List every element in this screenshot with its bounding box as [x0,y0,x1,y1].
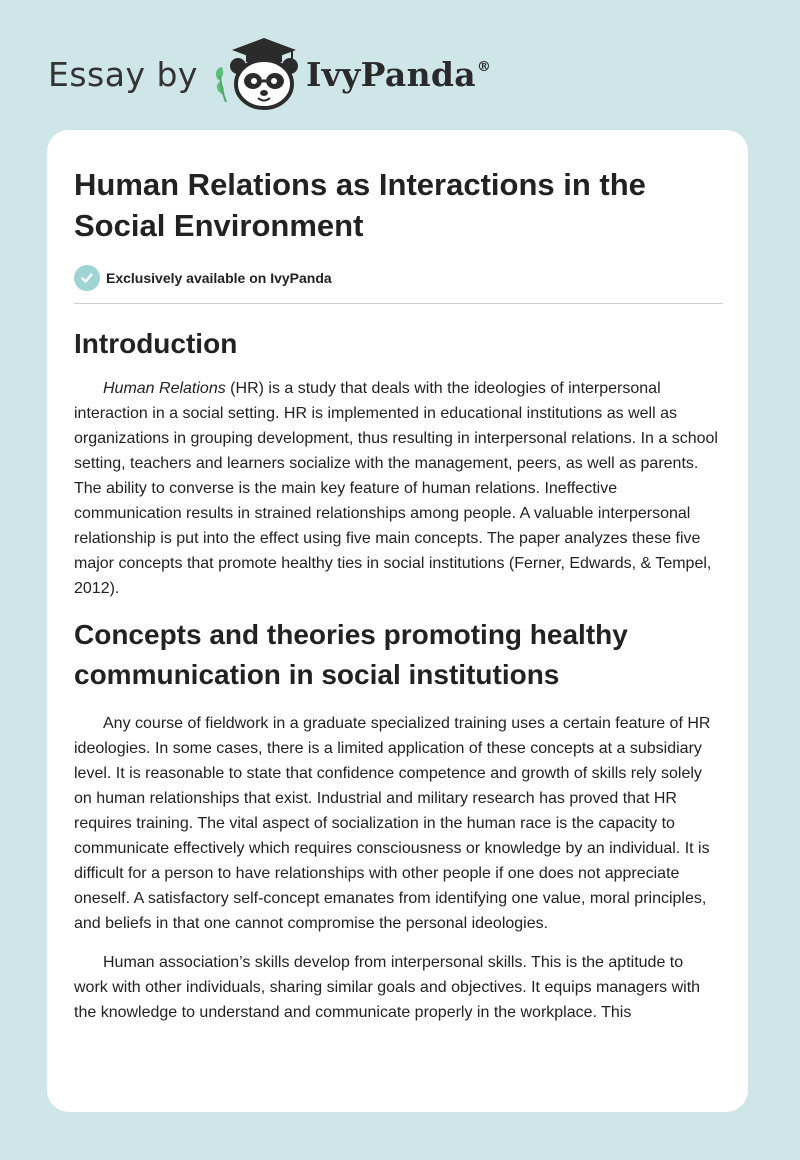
paragraph: Human association’s skills develop from interpersonal skills. This is the aptitude to work with other individuals, sharing similar goals and objectives. It equips managers with the knowledge to understand and communicate properly in the workplace. This [74,954,701,1021]
essay-title: Human Relations as Interactions in the Social Environment [74,167,646,243]
site-header [48,34,491,114]
section-heading-introduction: Introduction [74,328,238,359]
section-heading-concepts: Concepts and theories promoting healthy communication in social institutions [74,619,628,690]
exclusive-label: Exclusively available on IvyPanda [106,270,332,286]
essay-card [47,130,748,1112]
essay-by-label: Essay by [48,54,198,94]
paragraph: Any course of fieldwork in a graduate specialized training uses a certain feature of HR ideologies. In some cases, there is a limited application of these concepts at a subsidiary level. It is reasonable to state that confidence competence and growth of skills rely solely on human relationships that exist. Industrial and military research has proved that HR requires training. The vital aspect of socialization in the human race is the capacity to communicate effectively which requires consciousness or knowledge by an individual. It is difficult for a person to have relationships with other people if one does not appreciate oneself. A satisfactory self-concept emanates from identifying one value, moral principles, and beliefs in that one cannot compromise the personal ideologies. [74,715,711,932]
italic-term: Human Relations [103,380,226,397]
exclusive-badge [74,264,721,292]
paragraph: Human Relations (HR) is a study that deals with the ideologies of interpersonal interaction in a social setting. HR is implemented in educational institutions as well as organizations in grouping development, thus resulting in interpersonal relations. In a school setting, teachers and learners socialize with the management, peers, as well as parents. The ability to converse is the main key feature of human relations. Ineffective communication results in strained relationships among people. A valuable interpersonal relationship is put into the effect using five main concepts. The paper analyzes these five major concepts that promote healthy ties in social institutions (Ferner, Edwards, & Tempel, 2012). [74,380,718,597]
check-icon [74,265,100,291]
registered-mark: ® [476,58,492,75]
brand-name[interactable]: IvyPanda® [305,54,492,94]
panda-logo-icon[interactable] [212,36,302,112]
divider [74,303,723,304]
